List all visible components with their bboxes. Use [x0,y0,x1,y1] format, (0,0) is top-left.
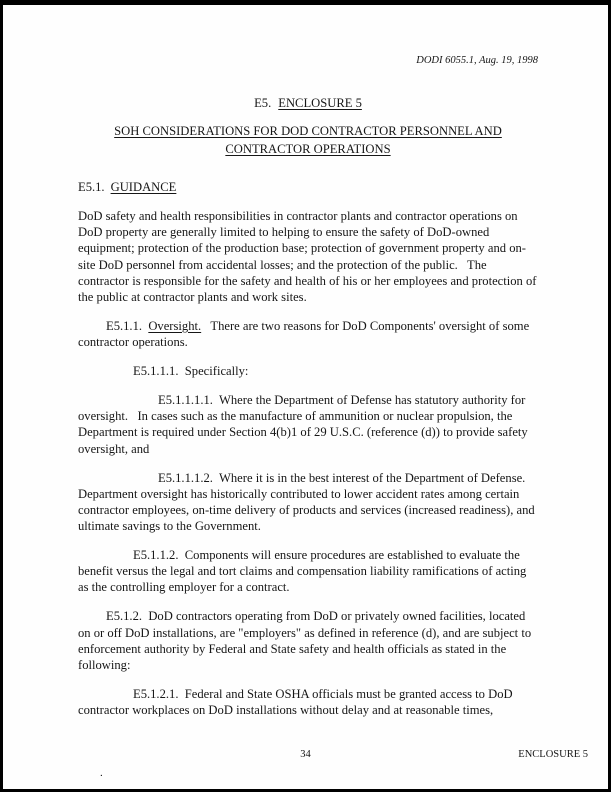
enclosure-title-number: E5. [254,96,272,110]
paragraph-e511-number: E5.1.1. [106,318,149,333]
enclosure-title [78,96,538,111]
paragraph-intro: DoD safety and health responsibilities in contractor plants and contractor operations on DoD property are generally limited to helping to ensure the safety of DoD-owned equipment; protection of the production base; protection of government property and on-site DoD personnel from accidental losses; and the protection of the public. The contractor is responsible for the safety and health of his or her employees and protection of the public at contractor plants and work sites. [78,209,540,304]
document-reference-header: DODI 6055.1, Aug. 19, 1998 [416,55,538,66]
paragraph-e51112: E5.1.1.1.2. Where it is in the best interest of the Department of Defense. Department oversight has historically contributed to lower accident rates among certain contractor employees, on-time delivery of products and services (increased readiness), and ultimate savings to the Government. [78,470,538,533]
enclosure-title-text: ENCLOSURE 5 [278,96,362,110]
page-footer [3,749,608,763]
paragraph-e511-text: There are two reasons for DoD Components' oversight of some contractor operations. [78,318,533,350]
paragraph-e511-title: Oversight. [148,318,202,333]
section-heading-line2: CONTRACTOR OPERATIONS [225,141,391,156]
page-content [3,55,608,718]
page-number: 34 [300,749,311,760]
guidance-heading [78,180,538,195]
section-heading [78,123,538,158]
paragraph-e51111: E5.1.1.1.1. Where the Department of Defense has statutory authority for oversight. In cases such as the manufacture of ammunition or nuclear propulsion, the Department is required under Section 4(b)1 of 29 U.S.C. (reference (d)) to provide safety oversight, and [78,393,531,456]
guidance-heading-number: E5.1. [78,180,105,195]
paragraph-e512: E5.1.2. DoD contractors operating from DoD or privately owned facilities, located on or off DoD installations, are "employers" as defined in reference (d), and are subject to enforcement authority by Federal and State safety and health officials as stated in the following: [78,609,535,672]
paragraph-e5121: E5.1.2.1. Federal and State OSHA officials must be granted access to DoD contractor workplaces on DoD installations without delay and at reasonable times, [78,686,516,717]
paragraph-e5112: E5.1.1.2. Components will ensure procedures are established to evaluate the benefit versus the legal and tort claims and compensation liability ramifications of acting as the controlling employer for a contract. [78,548,530,595]
paragraph-e5111: E5.1.1.1. Specifically: [133,364,249,379]
guidance-heading-label: GUIDANCE [110,180,177,195]
paragraph-e511 [78,318,538,350]
footer-enclosure-label: ENCLOSURE 5 [518,749,588,760]
stray-scan-mark: . [100,767,103,779]
section-heading-line1: SOH CONSIDERATIONS FOR DOD CONTRACTOR PERSONNEL AND [114,124,502,138]
